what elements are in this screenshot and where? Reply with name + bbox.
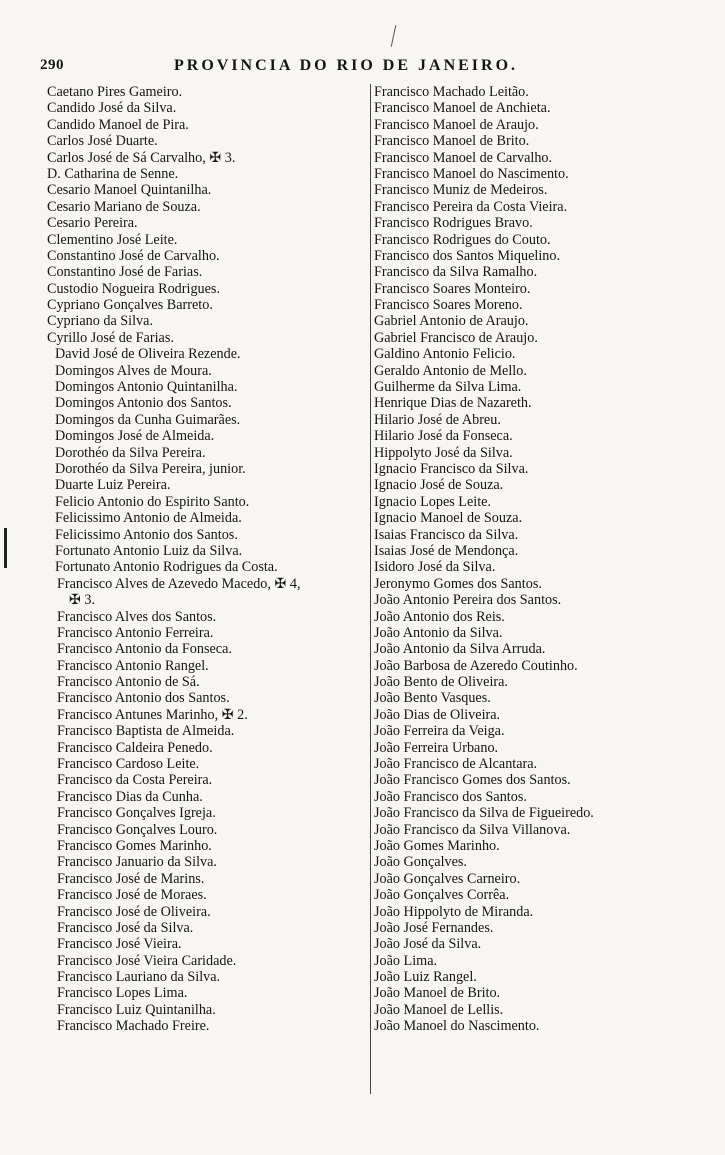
list-item: João Manoel do Nascimento. bbox=[374, 1018, 540, 1035]
list-item: Cesario Manoel Quintanilha. bbox=[47, 182, 212, 199]
list-item: Francisco Dias da Cunha. bbox=[57, 788, 203, 805]
list-item: Hilario José da Fonseca. bbox=[374, 428, 513, 445]
page-number: 290 bbox=[40, 57, 64, 73]
list-item: Francisco Muniz de Medeiros. bbox=[374, 182, 548, 199]
list-item: Francisco Gonçalves Louro. bbox=[57, 821, 218, 838]
list-item: Francisco Antonio Ferreira. bbox=[57, 624, 214, 641]
list-item: João Antonio Pereira dos Santos. bbox=[374, 592, 562, 609]
list-item: João Gomes Marinho. bbox=[374, 837, 500, 854]
list-item: Francisco José Vieira Caridade. bbox=[57, 952, 237, 969]
list-item: João Gonçalves. bbox=[374, 854, 467, 871]
list-item: Francisco Gonçalves Igreja. bbox=[57, 805, 216, 822]
list-item: Gabriel Francisco de Araujo. bbox=[374, 329, 538, 346]
list-item: Isidoro José da Silva. bbox=[374, 559, 496, 576]
margin-bracket-mark bbox=[4, 528, 7, 568]
list-item: João Francisco Gomes dos Santos. bbox=[374, 772, 571, 789]
list-item: Dorothéo da Silva Pereira, junior. bbox=[55, 460, 246, 477]
list-item: Cypriano da Silva. bbox=[47, 313, 153, 330]
list-item: Francisco Antonio da Fonseca. bbox=[57, 641, 232, 658]
list-item: Ignacio José de Souza. bbox=[374, 477, 504, 494]
list-item: Candido Manoel de Pira. bbox=[47, 116, 189, 133]
list-item: Francisco Gomes Marinho. bbox=[57, 837, 212, 854]
list-item: Domingos Alves de Moura. bbox=[55, 362, 212, 379]
list-item: Francisco José da Silva. bbox=[57, 919, 194, 936]
list-item: João Dias de Oliveira. bbox=[374, 706, 501, 723]
list-item: Ignacio Manoel de Souza. bbox=[374, 510, 523, 527]
list-item: Hippolyto José da Silva. bbox=[374, 444, 513, 461]
list-item: Clementino José Leite. bbox=[47, 231, 178, 248]
list-item: João Antonio da Silva. bbox=[374, 624, 503, 641]
list-item: Francisco Rodrigues do Couto. bbox=[374, 231, 551, 248]
list-item: Francisco José de Oliveira. bbox=[57, 903, 211, 920]
list-item: João José Fernandes. bbox=[374, 919, 494, 936]
ink-mark bbox=[391, 25, 397, 47]
list-item: Caetano Pires Gameiro. bbox=[47, 84, 183, 100]
list-item: Domingos Antonio Quintanilha. bbox=[55, 379, 238, 396]
left-column-list bbox=[47, 84, 365, 1035]
list-item: Carlos José de Sá Carvalho, ✠ 3. bbox=[47, 149, 236, 166]
list-item: Francisco Manoel de Carvalho. bbox=[374, 149, 553, 166]
list-item: Fortunato Antonio Rodrigues da Costa. bbox=[55, 559, 278, 576]
list-item: Francisco José Vieira. bbox=[57, 936, 182, 953]
list-item: Domingos José de Almeida. bbox=[55, 428, 215, 445]
list-item: João Bento Vasques. bbox=[374, 690, 491, 707]
list-item: João Hippolyto de Miranda. bbox=[374, 903, 534, 920]
list-item: João Manoel de Lellis. bbox=[374, 1001, 504, 1018]
list-item: Francisco Machado Freire. bbox=[57, 1018, 210, 1035]
list-item: Hilario José de Abreu. bbox=[374, 411, 501, 428]
list-item: Isaias José de Mendonça. bbox=[374, 542, 519, 559]
list-item: Francisco dos Santos Miquelino. bbox=[374, 247, 561, 264]
list-item: Ignacio Francisco da Silva. bbox=[374, 460, 529, 477]
list-item: Guilherme da Silva Lima. bbox=[374, 379, 522, 396]
list-item: João Francisco de Alcantara. bbox=[374, 756, 538, 773]
list-item: João Barbosa de Azeredo Coutinho. bbox=[374, 657, 578, 674]
list-item: Francisco Januario da Silva. bbox=[57, 854, 217, 871]
list-item: João Gonçalves Carneiro. bbox=[374, 870, 521, 887]
list-item: D. Catharina de Senne. bbox=[47, 165, 179, 182]
list-item: Francisco Alves de Azevedo Macedo, ✠ 4, bbox=[57, 575, 301, 592]
list-item: Jeronymo Gomes dos Santos. bbox=[374, 575, 542, 592]
list-item: Gabriel Antonio de Araujo. bbox=[374, 313, 529, 330]
list-item: Carlos José Duarte. bbox=[47, 133, 158, 150]
list-item: David José de Oliveira Rezende. bbox=[55, 346, 241, 363]
list-item: Francisco José de Marins. bbox=[57, 870, 205, 887]
list-item: Domingos da Cunha Guimarães. bbox=[55, 411, 241, 428]
list-item: João Lima. bbox=[374, 952, 438, 969]
list-item: João Francisco da Silva Villanova. bbox=[374, 821, 571, 838]
list-item: Isaias Francisco da Silva. bbox=[374, 526, 519, 543]
list-item: Francisco da Silva Ramalho. bbox=[374, 264, 538, 281]
list-item: Cesario Mariano de Souza. bbox=[47, 198, 201, 215]
list-item: Francisco Manoel de Araujo. bbox=[374, 116, 539, 133]
list-item: Francisco Antonio Rangel. bbox=[57, 657, 209, 674]
list-item: Francisco Antonio de Sá. bbox=[57, 674, 200, 691]
list-item: Cyrillo José de Farias. bbox=[47, 329, 174, 346]
list-item: Dorothéo da Silva Pereira. bbox=[55, 444, 206, 461]
list-item: Francisco Baptista de Almeida. bbox=[57, 723, 235, 740]
list-item: Custodio Nogueira Rodrigues. bbox=[47, 280, 220, 297]
list-item: Ignacio Lopes Leite. bbox=[374, 493, 491, 510]
right-column-list bbox=[374, 84, 704, 1035]
list-item: Felicissimo Antonio dos Santos. bbox=[55, 526, 238, 543]
list-item: Francisco Lauriano da Silva. bbox=[57, 969, 221, 986]
list-item: Francisco Manoel de Anchieta. bbox=[374, 100, 551, 117]
list-item: Francisco Manoel do Nascimento. bbox=[374, 165, 569, 182]
list-item: João José da Silva. bbox=[374, 936, 482, 953]
list-item: Geraldo Antonio de Mello. bbox=[374, 362, 527, 379]
list-item: Francisco Machado Leitão. bbox=[374, 84, 529, 100]
list-item: Francisco Caldeira Penedo. bbox=[57, 739, 213, 756]
list-item: Cypriano Gonçalves Barreto. bbox=[47, 297, 213, 314]
list-item: Constantino José de Farias. bbox=[47, 264, 203, 281]
list-item: João Antonio dos Reis. bbox=[374, 608, 505, 625]
page-header bbox=[40, 57, 690, 81]
list-item: Francisco Antunes Marinho, ✠ 2. bbox=[57, 706, 248, 723]
list-item: João Gonçalves Corrêa. bbox=[374, 887, 510, 904]
list-item: Cesario Pereira. bbox=[47, 215, 138, 232]
list-item: Candido José da Silva. bbox=[47, 100, 177, 117]
running-title: PROVINCIA DO RIO DE JANEIRO. bbox=[174, 57, 519, 74]
list-item: Francisco Cardoso Leite. bbox=[57, 756, 200, 773]
list-item: João Ferreira da Veiga. bbox=[374, 723, 505, 740]
list-item: João Luiz Rangel. bbox=[374, 969, 477, 986]
list-item: João Bento de Oliveira. bbox=[374, 674, 508, 691]
list-item: Francisco Antonio dos Santos. bbox=[57, 690, 230, 707]
list-item: Francisco Soares Monteiro. bbox=[374, 280, 531, 297]
column-divider bbox=[370, 84, 371, 1094]
list-item: Francisco José de Moraes. bbox=[57, 887, 207, 904]
list-item: Felicissimo Antonio de Almeida. bbox=[55, 510, 242, 527]
list-item: João Manoel de Brito. bbox=[374, 985, 501, 1002]
list-item: João Francisco dos Santos. bbox=[374, 788, 527, 805]
list-item: Fortunato Antonio Luiz da Silva. bbox=[55, 542, 243, 559]
list-item: Duarte Luiz Pereira. bbox=[55, 477, 171, 494]
list-item: Francisco Manoel de Brito. bbox=[374, 133, 530, 150]
list-item: Francisco Alves dos Santos. bbox=[57, 608, 217, 625]
list-item: Francisco Pereira da Costa Vieira. bbox=[374, 198, 568, 215]
list-item: Felicio Antonio do Espirito Santo. bbox=[55, 493, 250, 510]
list-item: Francisco da Costa Pereira. bbox=[57, 772, 213, 789]
list-item: Francisco Rodrigues Bravo. bbox=[374, 215, 533, 232]
list-item: João Francisco da Silva de Figueiredo. bbox=[374, 805, 594, 822]
list-item: Domingos Antonio dos Santos. bbox=[55, 395, 232, 412]
list-item: Constantino José de Carvalho. bbox=[47, 247, 220, 264]
list-item: Francisco Lopes Lima. bbox=[57, 985, 188, 1002]
list-item: Galdino Antonio Felicio. bbox=[374, 346, 516, 363]
list-item: Francisco Luiz Quintanilha. bbox=[57, 1001, 216, 1018]
list-item: ✠ 3. bbox=[69, 592, 96, 609]
list-item: Francisco Soares Moreno. bbox=[374, 297, 523, 314]
list-item: João Antonio da Silva Arruda. bbox=[374, 641, 546, 658]
list-item: Henrique Dias de Nazareth. bbox=[374, 395, 532, 412]
list-item: João Ferreira Urbano. bbox=[374, 739, 499, 756]
